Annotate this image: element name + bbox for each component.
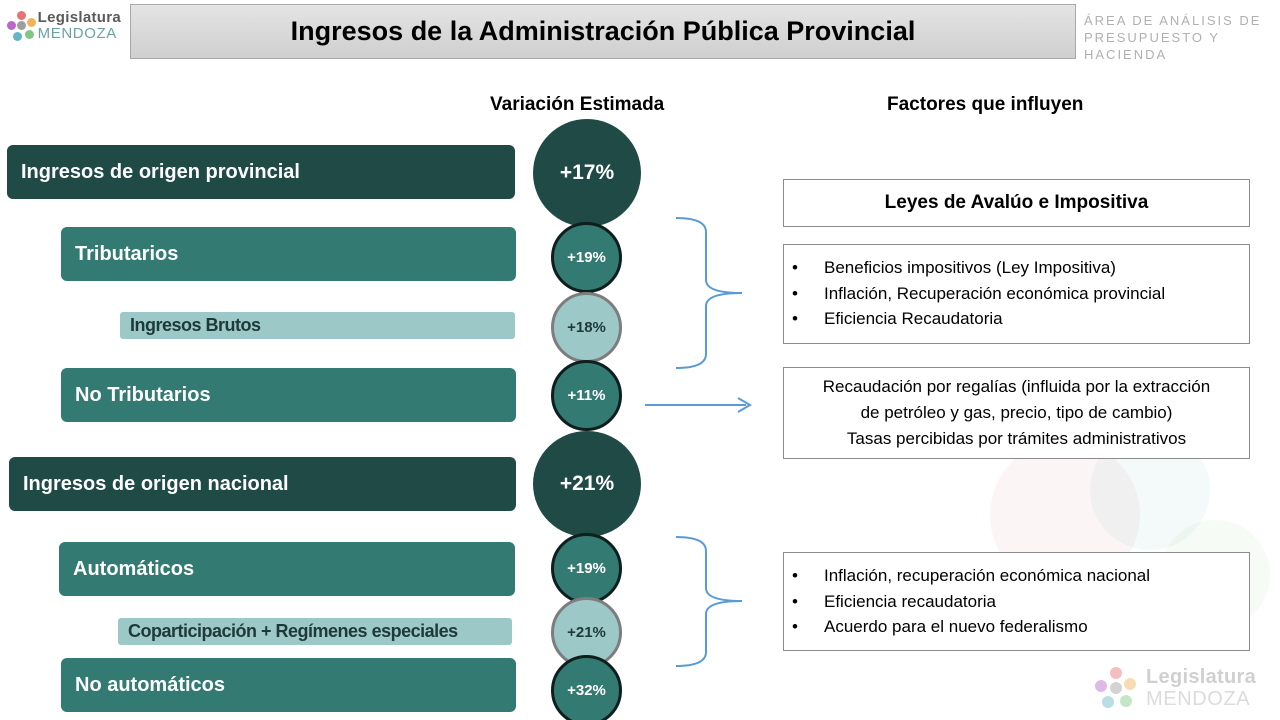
factor-text: Recaudación por regalías (influida por la extracción <box>822 377 1211 396</box>
variation-no-automaticos: +32% <box>551 655 622 720</box>
laws-box: Leyes de Avalúo e Impositiva <box>783 179 1250 227</box>
bullet-icon: • <box>792 283 798 303</box>
bullet-icon: • <box>792 591 798 611</box>
factors-nacional-box <box>783 552 1250 651</box>
bar-ingresos-brutos: Ingresos Brutos <box>120 312 515 339</box>
brace-nacional <box>676 537 742 666</box>
factor-text: Beneficios impositivos (Ley Impositiva) <box>824 258 1116 277</box>
list-item <box>792 306 1249 332</box>
list-item <box>792 589 1249 615</box>
variation-ingresos-brutos: +18% <box>551 292 622 363</box>
bar-no-automaticos: No automáticos <box>61 658 516 712</box>
list-item <box>792 255 1249 281</box>
factors-heading: Factores que influyen <box>887 94 1084 115</box>
page-title: Ingresos de la Administración Pública Provincial <box>130 4 1076 59</box>
area-label-line-2: PRESUPUESTO Y HACIENDA <box>1084 30 1220 62</box>
footer-logo-line-2: MENDOZA <box>1146 688 1251 710</box>
bar-origen-provincial: Ingresos de origen provincial <box>7 145 515 199</box>
variation-coparticipacion: +21% <box>551 597 622 668</box>
bar-coparticipacion: Coparticipación + Regímenes especiales <box>118 618 512 645</box>
bar-automaticos: Automáticos <box>59 542 515 596</box>
variation-automaticos: +19% <box>551 533 622 604</box>
bullet-icon: • <box>792 566 798 585</box>
list-item <box>792 614 1249 640</box>
bullet-icon: • <box>792 617 798 636</box>
variation-heading: Variación Estimada <box>490 94 665 115</box>
variation-tributarios: +19% <box>551 222 622 293</box>
factor-text: Tasas percibidas por trámites administrativos <box>846 429 1187 448</box>
variation-origen-nacional: +21% <box>533 431 641 537</box>
logo-line-1: Legislatura <box>37 9 121 26</box>
area-label-line-1: ÁREA DE ANÁLISIS DE <box>1084 13 1262 28</box>
list-item <box>792 563 1249 589</box>
bullet-icon: • <box>792 309 798 328</box>
footer-logo-line-1: Legislatura <box>1146 666 1256 688</box>
list-item <box>792 281 1249 307</box>
variation-origen-provincial: +17% <box>533 119 641 227</box>
bar-tributarios: Tributarios <box>61 227 516 281</box>
factor-text: Eficiencia Recaudatoria <box>824 309 1003 328</box>
factors-no-tributarios-box <box>783 367 1250 459</box>
brace-provincial <box>676 218 742 368</box>
bar-origen-nacional: Ingresos de origen nacional <box>9 457 516 511</box>
factor-text: de petróleo y gas, precio, tipo de cambio) <box>860 403 1173 422</box>
legislatura-logo-footer <box>1094 660 1264 716</box>
factor-text: Acuerdo para el nuevo federalismo <box>824 617 1088 636</box>
factor-text: Inflación, recuperación económica nacional <box>824 566 1151 585</box>
bar-no-tributarios: No Tributarios <box>61 368 516 422</box>
factor-text: Inflación, Recuperación económica provincial <box>824 283 1166 303</box>
flower-logo-icon <box>1094 666 1138 710</box>
logo-line-2: MENDOZA <box>37 25 117 42</box>
variation-no-tributarios: +11% <box>551 360 622 431</box>
bullet-icon: • <box>792 258 798 277</box>
factors-tributarios-box <box>783 244 1250 344</box>
factor-text: Eficiencia recaudatoria <box>824 591 996 611</box>
